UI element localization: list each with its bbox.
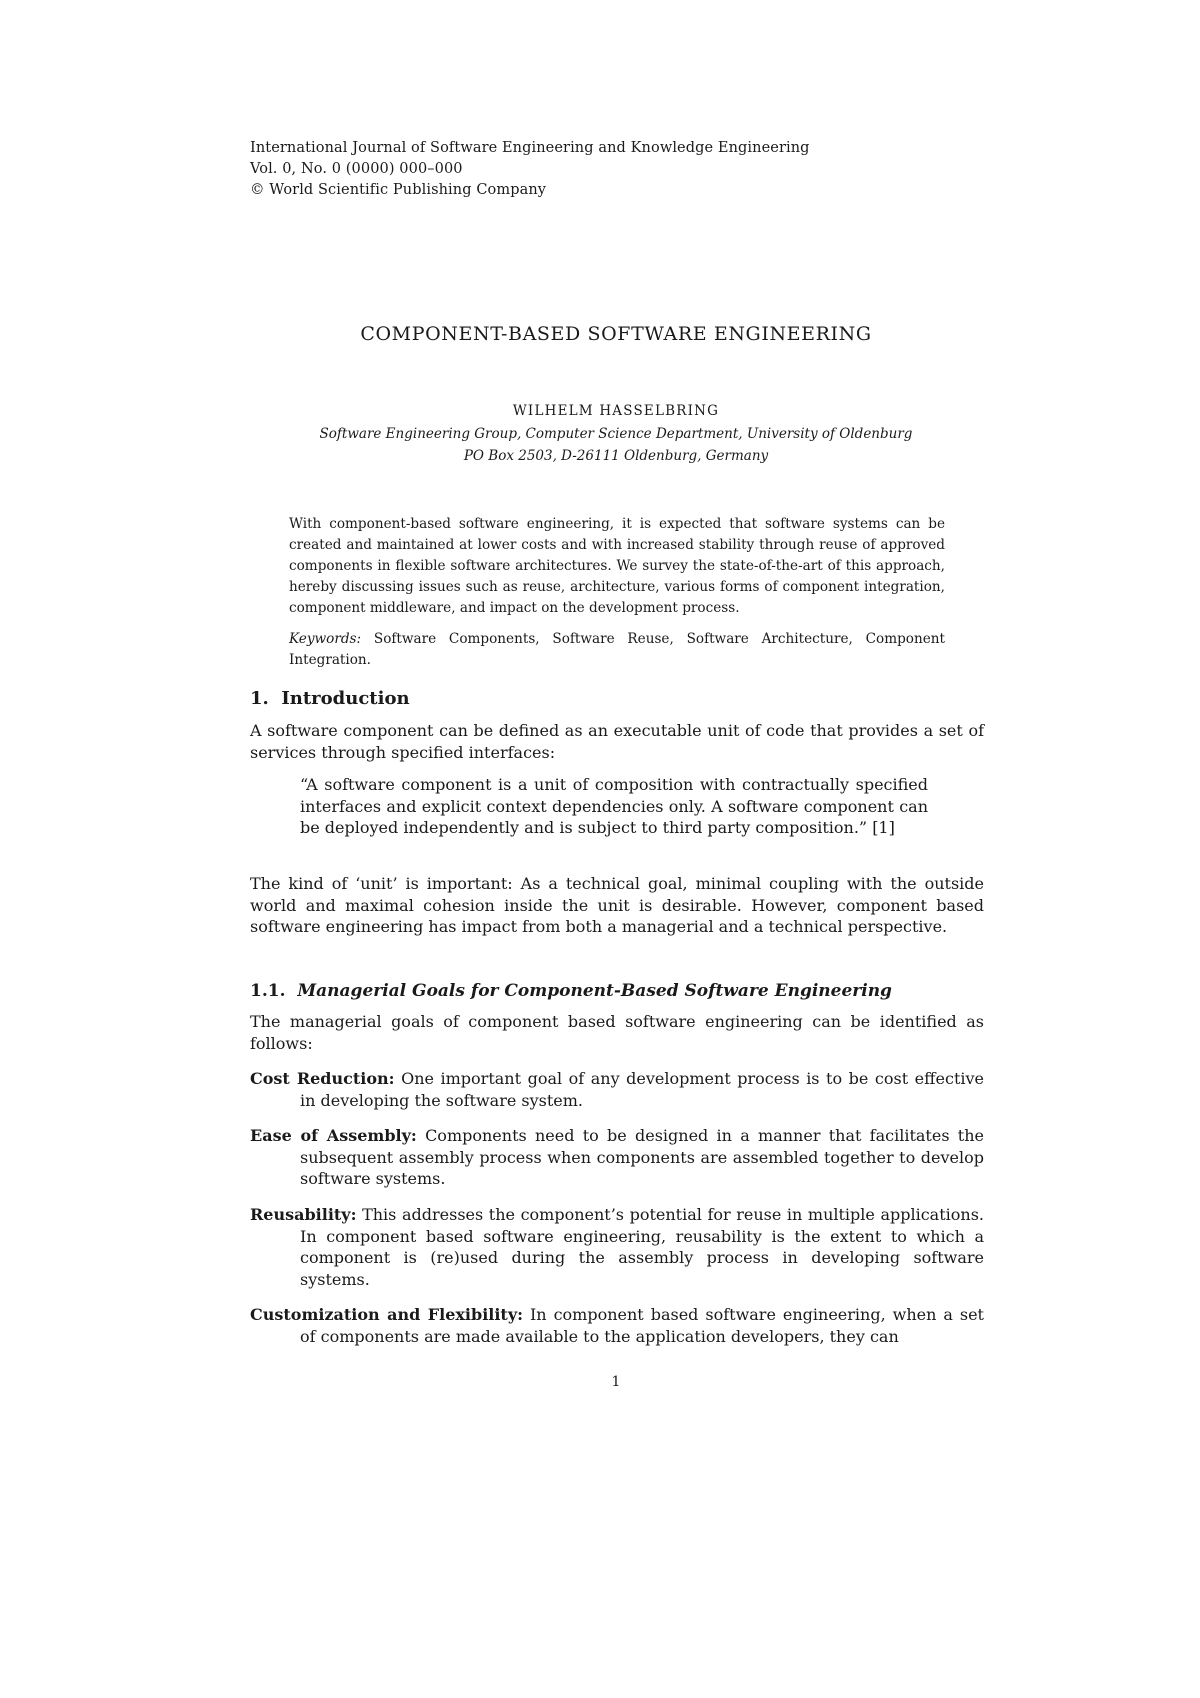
section-title: Introduction [281, 688, 410, 709]
subsection-heading-managerial-goals [250, 981, 892, 1001]
paper-title: COMPONENT-BASED SOFTWARE ENGINEERING [360, 323, 872, 345]
goal-term: Ease of Assembly: [250, 1126, 417, 1145]
keywords-text: Software Components, Software Reuse, Software Architecture, Component Integration. [289, 631, 945, 668]
section-number: 1. [250, 688, 269, 709]
abstract: With component-based software engineering, it is expected that software systems can be created and maintained at lower costs and with increased stability through reuse of approved components in flexible software architectures. We survey the state-of-the-art of this approach, hereby discussing issues such as reuse, architecture, various forms of component integration, component middleware, and impact on the development process. [289, 516, 945, 616]
author-address: PO Box 2503, D-26111 Oldenburg, Germany [463, 448, 769, 464]
goal-item [250, 1125, 984, 1190]
journal-name: International Journal of Software Engineering and Knowledge Engineering [250, 140, 810, 156]
goal-text: One important goal of any development process is to be cost effective in developing the software system. [300, 1069, 985, 1110]
goal-item [250, 1304, 984, 1347]
author-name: WILHELM HASSELBRING [512, 403, 720, 419]
keywords-label: Keywords [289, 631, 357, 647]
section-heading-introduction [250, 688, 410, 709]
keywords: Keywords: Software Components, Software Reuse, Software Architecture, Component Integration. [289, 631, 945, 668]
journal-volume: Vol. 0, No. 0 (0000) 000–000 [250, 161, 463, 177]
publisher-line: © World Scientific Publishing Company [250, 182, 547, 198]
journal-header [250, 138, 810, 201]
unit-paragraph: The kind of ‘unit’ is important: As a technical goal, minimal coupling with the outside world and maximal cohesion inside the unit is desirable. However, component based software engineering has impact from both a managerial and a technical perspective. [250, 874, 984, 936]
author-affiliation: Software Engineering Group, Computer Science Department, University of Oldenburg [319, 426, 913, 442]
intro-paragraph: A software component can be defined as an executable unit of code that provides a set of services through specified interfaces: [250, 721, 984, 762]
goal-item [250, 1204, 984, 1290]
goal-term: Cost Reduction: [250, 1069, 395, 1088]
subsection-title: Managerial Goals for Component-Based Software Engineering [297, 981, 892, 1001]
goal-term: Customization and Flexibility: [250, 1305, 524, 1324]
goal-text: In component based software engineering, when a set of components are made available to the application developers, they can [300, 1305, 984, 1346]
goal-text: Components need to be designed in a manner that facilitates the subsequent assembly process when components are assembled together to develop software systems. [300, 1126, 984, 1188]
goal-term: Reusability: [250, 1205, 357, 1224]
goal-text: This addresses the component’s potential for reuse in multiple applications. In component based software engineering, reusability is the extent to which a component is (re)used during the assembly process in developing software systems. [300, 1205, 984, 1289]
page-number: 1 [611, 1374, 621, 1390]
definition-quote: “A software component is a unit of composition with contractually specified interfaces and explicit context dependencies only. A software component can be deployed independently and is subject to third party composition.” [1] [300, 775, 928, 837]
subsection-number: 1.1. [250, 981, 286, 1001]
goals-intro-paragraph: The managerial goals of component based software engineering can be identified as follows: [250, 1012, 984, 1053]
goal-item [250, 1068, 984, 1111]
